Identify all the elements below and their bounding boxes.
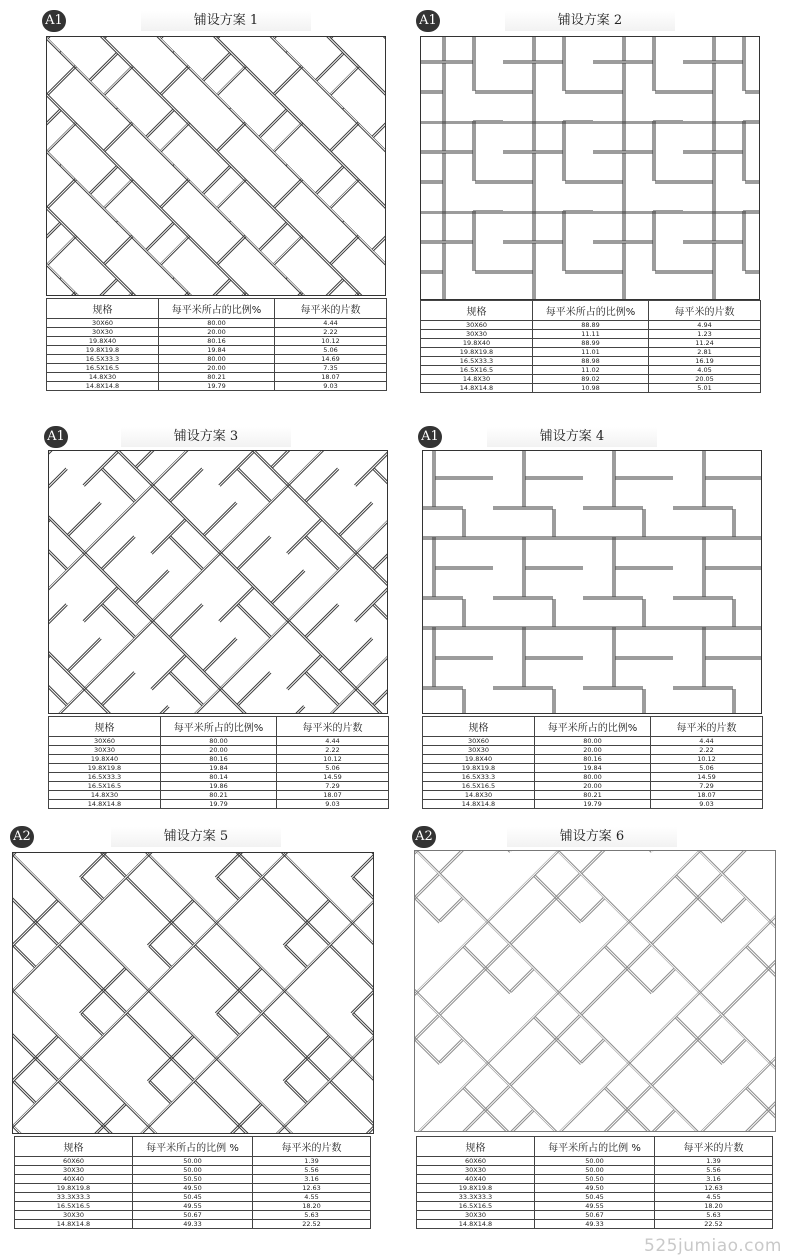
cell-ratio: 50.45 bbox=[535, 1193, 655, 1202]
cell-count: 14.59 bbox=[277, 773, 389, 782]
table-row bbox=[423, 800, 763, 809]
col-count: 每平米的片数 bbox=[277, 717, 389, 737]
cell-spec: 14.8X30 bbox=[421, 375, 533, 384]
table-row bbox=[417, 1166, 773, 1175]
cell-count: 4.55 bbox=[655, 1193, 773, 1202]
cell-spec: 30X60 bbox=[421, 321, 533, 330]
cell-count: 3.16 bbox=[655, 1175, 773, 1184]
cell-ratio: 49.50 bbox=[535, 1184, 655, 1193]
cell-spec: 19.8X40 bbox=[421, 339, 533, 348]
cell-count: 14.59 bbox=[651, 773, 763, 782]
col-ratio: 每平米所占的比例% bbox=[535, 717, 651, 737]
cell-spec: 60X60 bbox=[15, 1157, 133, 1166]
layout-scheme-panel-4 bbox=[418, 424, 766, 806]
cell-spec: 16.5X16.5 bbox=[15, 1202, 133, 1211]
cell-ratio: 49.55 bbox=[133, 1202, 253, 1211]
cell-ratio: 50.50 bbox=[535, 1175, 655, 1184]
panel-header bbox=[416, 8, 764, 34]
table-row bbox=[47, 346, 387, 355]
table-row bbox=[421, 357, 761, 366]
cell-count: 2.22 bbox=[275, 328, 387, 337]
cell-count: 2.81 bbox=[649, 348, 761, 357]
col-count: 每平米的片数 bbox=[655, 1137, 773, 1157]
cell-spec: 16.5X16.5 bbox=[47, 364, 159, 373]
cell-ratio: 19.84 bbox=[161, 764, 277, 773]
cell-spec: 33.3X33.3 bbox=[417, 1193, 535, 1202]
series-badge: A1 bbox=[42, 10, 66, 32]
layout-scheme-panel-2 bbox=[416, 8, 764, 390]
cell-ratio: 89.02 bbox=[533, 375, 649, 384]
table-row bbox=[421, 348, 761, 357]
cell-ratio: 50.00 bbox=[133, 1166, 253, 1175]
cell-ratio: 20.00 bbox=[161, 746, 277, 755]
table-row bbox=[15, 1211, 371, 1220]
cell-spec: 30X30 bbox=[421, 330, 533, 339]
table-row bbox=[49, 755, 389, 764]
cell-spec: 40X40 bbox=[15, 1175, 133, 1184]
cell-ratio: 11.02 bbox=[533, 366, 649, 375]
panel-header bbox=[418, 424, 766, 450]
table-row bbox=[423, 773, 763, 782]
cell-count: 2.22 bbox=[277, 746, 389, 755]
panel-title: 铺设方案 4 bbox=[487, 427, 657, 447]
cell-spec: 14.8X14.8 bbox=[47, 382, 159, 391]
cell-count: 7.29 bbox=[277, 782, 389, 791]
table-row bbox=[421, 330, 761, 339]
cell-count: 22.52 bbox=[655, 1220, 773, 1229]
cell-ratio: 50.50 bbox=[133, 1175, 253, 1184]
site-watermark: 525jumiao.com bbox=[644, 1236, 782, 1256]
tile-layout-drawing bbox=[12, 852, 374, 1134]
table-header-row bbox=[423, 717, 763, 737]
table-row bbox=[421, 366, 761, 375]
table-row bbox=[15, 1157, 371, 1166]
cell-ratio: 19.79 bbox=[159, 382, 275, 391]
cell-count: 2.22 bbox=[651, 746, 763, 755]
cell-count: 10.12 bbox=[651, 755, 763, 764]
cell-count: 5.56 bbox=[655, 1166, 773, 1175]
table-row bbox=[49, 800, 389, 809]
table-row bbox=[417, 1175, 773, 1184]
cell-spec: 16.5X16.5 bbox=[49, 782, 161, 791]
cell-count: 7.29 bbox=[651, 782, 763, 791]
cell-ratio: 50.45 bbox=[133, 1193, 253, 1202]
table-row bbox=[49, 773, 389, 782]
cell-count: 12.63 bbox=[655, 1184, 773, 1193]
cell-count: 1.39 bbox=[655, 1157, 773, 1166]
cell-spec: 19.8X19.8 bbox=[417, 1184, 535, 1193]
table-row bbox=[417, 1157, 773, 1166]
cell-ratio: 80.00 bbox=[159, 319, 275, 328]
cell-ratio: 19.84 bbox=[535, 764, 651, 773]
col-spec: 规格 bbox=[49, 717, 161, 737]
table-row bbox=[421, 375, 761, 384]
series-badge: A1 bbox=[418, 426, 442, 448]
cell-spec: 30X30 bbox=[417, 1211, 535, 1220]
series-badge: A2 bbox=[412, 826, 436, 848]
cell-spec: 14.8X30 bbox=[423, 791, 535, 800]
table-row bbox=[423, 755, 763, 764]
cell-count: 18.20 bbox=[655, 1202, 773, 1211]
col-spec: 规格 bbox=[423, 717, 535, 737]
cell-ratio: 80.00 bbox=[535, 773, 651, 782]
cell-count: 9.03 bbox=[275, 382, 387, 391]
cell-ratio: 80.21 bbox=[161, 791, 277, 800]
cell-count: 3.16 bbox=[253, 1175, 371, 1184]
cell-count: 4.44 bbox=[651, 737, 763, 746]
cell-ratio: 20.00 bbox=[535, 746, 651, 755]
cell-ratio: 50.00 bbox=[535, 1157, 655, 1166]
cell-ratio: 50.67 bbox=[535, 1211, 655, 1220]
diagonal-square-pattern bbox=[13, 853, 373, 1133]
spec-table bbox=[420, 300, 761, 393]
layout-scheme-panel-6 bbox=[412, 824, 778, 1238]
cell-spec: 14.8X14.8 bbox=[417, 1220, 535, 1229]
table-row bbox=[47, 337, 387, 346]
cell-ratio: 20.00 bbox=[159, 364, 275, 373]
col-spec: 规格 bbox=[417, 1137, 535, 1157]
cell-count: 4.05 bbox=[649, 366, 761, 375]
table-row bbox=[49, 791, 389, 800]
basketweave-pattern bbox=[421, 37, 759, 299]
table-row bbox=[15, 1184, 371, 1193]
table-row bbox=[417, 1184, 773, 1193]
table-row bbox=[47, 328, 387, 337]
table-row bbox=[15, 1193, 371, 1202]
cell-count: 4.44 bbox=[275, 319, 387, 328]
panel-title: 铺设方案 5 bbox=[111, 827, 281, 847]
col-ratio: 每平米所占的比例 % bbox=[535, 1137, 655, 1157]
table-row bbox=[417, 1211, 773, 1220]
cell-ratio: 80.16 bbox=[535, 755, 651, 764]
table-row bbox=[423, 737, 763, 746]
cell-count: 10.12 bbox=[275, 337, 387, 346]
cell-count: 1.39 bbox=[253, 1157, 371, 1166]
cell-ratio: 20.00 bbox=[159, 328, 275, 337]
cell-spec: 40X40 bbox=[417, 1175, 535, 1184]
table-row bbox=[47, 364, 387, 373]
series-badge: A1 bbox=[416, 10, 440, 32]
cell-spec: 14.8X14.8 bbox=[49, 800, 161, 809]
tile-layout-drawing bbox=[414, 850, 776, 1132]
series-badge: A2 bbox=[10, 826, 34, 848]
table-row bbox=[49, 764, 389, 773]
cell-spec: 19.8X40 bbox=[47, 337, 159, 346]
col-ratio: 每平米所占的比例% bbox=[161, 717, 277, 737]
col-count: 每平米的片数 bbox=[275, 299, 387, 319]
cell-ratio: 80.16 bbox=[159, 337, 275, 346]
cell-ratio: 88.99 bbox=[533, 339, 649, 348]
cell-count: 5.01 bbox=[649, 384, 761, 393]
col-ratio: 每平米所占的比例% bbox=[533, 301, 649, 321]
cell-count: 18.07 bbox=[275, 373, 387, 382]
cell-ratio: 20.00 bbox=[535, 782, 651, 791]
cell-ratio: 49.55 bbox=[535, 1202, 655, 1211]
cell-spec: 30X60 bbox=[47, 319, 159, 328]
table-row bbox=[15, 1202, 371, 1211]
table-header-row bbox=[421, 301, 761, 321]
cell-spec: 14.8X14.8 bbox=[421, 384, 533, 393]
pinwheel-pattern bbox=[423, 451, 761, 713]
cell-spec: 30X30 bbox=[15, 1211, 133, 1220]
herringbone-pattern bbox=[47, 37, 385, 295]
cell-ratio: 10.98 bbox=[533, 384, 649, 393]
cell-ratio: 49.50 bbox=[133, 1184, 253, 1193]
cell-count: 22.52 bbox=[253, 1220, 371, 1229]
cell-count: 14.69 bbox=[275, 355, 387, 364]
cell-count: 4.94 bbox=[649, 321, 761, 330]
table-row bbox=[15, 1166, 371, 1175]
panel-title: 铺设方案 3 bbox=[121, 427, 291, 447]
cell-count: 5.06 bbox=[275, 346, 387, 355]
cell-spec: 14.8X14.8 bbox=[15, 1220, 133, 1229]
cell-spec: 19.8X40 bbox=[49, 755, 161, 764]
spec-table bbox=[14, 1136, 371, 1229]
cell-count: 5.63 bbox=[655, 1211, 773, 1220]
cell-count: 4.55 bbox=[253, 1193, 371, 1202]
tile-layout-drawing bbox=[422, 450, 762, 714]
cell-count: 18.20 bbox=[253, 1202, 371, 1211]
cell-spec: 19.8X19.8 bbox=[49, 764, 161, 773]
cell-ratio: 19.84 bbox=[159, 346, 275, 355]
cell-spec: 19.8X19.8 bbox=[421, 348, 533, 357]
cell-ratio: 88.89 bbox=[533, 321, 649, 330]
table-row bbox=[49, 737, 389, 746]
cell-ratio: 11.01 bbox=[533, 348, 649, 357]
col-spec: 规格 bbox=[47, 299, 159, 319]
cell-count: 1.23 bbox=[649, 330, 761, 339]
series-badge: A1 bbox=[44, 426, 68, 448]
layout-scheme-panel-3 bbox=[44, 424, 392, 806]
table-row bbox=[423, 782, 763, 791]
cell-ratio: 49.33 bbox=[133, 1220, 253, 1229]
table-row bbox=[423, 791, 763, 800]
panel-header bbox=[44, 424, 392, 450]
panel-header bbox=[412, 824, 778, 850]
cell-count: 12.63 bbox=[253, 1184, 371, 1193]
cell-spec: 14.8X30 bbox=[49, 791, 161, 800]
cell-ratio: 50.00 bbox=[133, 1157, 253, 1166]
table-row bbox=[423, 764, 763, 773]
cell-count: 9.03 bbox=[277, 800, 389, 809]
panel-title: 铺设方案 2 bbox=[505, 11, 675, 31]
cell-ratio: 50.67 bbox=[133, 1211, 253, 1220]
cell-ratio: 19.79 bbox=[535, 800, 651, 809]
cell-spec: 16.5X33.3 bbox=[421, 357, 533, 366]
cell-ratio: 80.21 bbox=[159, 373, 275, 382]
cell-spec: 33.3X33.3 bbox=[15, 1193, 133, 1202]
cell-ratio: 80.21 bbox=[535, 791, 651, 800]
cell-count: 5.06 bbox=[277, 764, 389, 773]
cell-count: 5.56 bbox=[253, 1166, 371, 1175]
cell-count: 5.63 bbox=[253, 1211, 371, 1220]
cell-spec: 19.8X19.8 bbox=[47, 346, 159, 355]
table-row bbox=[421, 339, 761, 348]
table-row bbox=[15, 1220, 371, 1229]
col-spec: 规格 bbox=[15, 1137, 133, 1157]
cell-ratio: 80.16 bbox=[161, 755, 277, 764]
cell-spec: 30X60 bbox=[423, 737, 535, 746]
table-header-row bbox=[47, 299, 387, 319]
cell-count: 18.07 bbox=[651, 791, 763, 800]
cell-count: 5.06 bbox=[651, 764, 763, 773]
layout-scheme-panel-1 bbox=[42, 8, 390, 390]
cell-ratio: 80.00 bbox=[535, 737, 651, 746]
table-row bbox=[47, 382, 387, 391]
col-ratio: 每平米所占的比例 % bbox=[133, 1137, 253, 1157]
table-row bbox=[15, 1175, 371, 1184]
tile-layout-drawing bbox=[48, 450, 388, 714]
cell-ratio: 80.00 bbox=[161, 737, 277, 746]
table-row bbox=[421, 384, 761, 393]
cell-spec: 16.5X33.3 bbox=[423, 773, 535, 782]
cell-ratio: 80.14 bbox=[161, 773, 277, 782]
table-row bbox=[47, 319, 387, 328]
table-header-row bbox=[417, 1137, 773, 1157]
cell-count: 18.07 bbox=[277, 791, 389, 800]
layout-scheme-panel-5 bbox=[10, 824, 376, 1238]
cell-spec: 60X60 bbox=[417, 1157, 535, 1166]
cell-spec: 19.8X19.8 bbox=[15, 1184, 133, 1193]
col-ratio: 每平米所占的比例% bbox=[159, 299, 275, 319]
tile-layout-drawing bbox=[420, 36, 760, 300]
cell-count: 9.03 bbox=[651, 800, 763, 809]
diagonal-herringbone-pattern bbox=[49, 451, 387, 713]
cell-spec: 19.8X19.8 bbox=[423, 764, 535, 773]
table-row bbox=[47, 373, 387, 382]
cell-count: 16.19 bbox=[649, 357, 761, 366]
spec-table bbox=[422, 716, 763, 809]
cell-spec: 30X30 bbox=[15, 1166, 133, 1175]
cell-count: 4.44 bbox=[277, 737, 389, 746]
panel-header bbox=[10, 824, 376, 850]
cell-ratio: 88.98 bbox=[533, 357, 649, 366]
cell-ratio: 19.79 bbox=[161, 800, 277, 809]
cell-spec: 30X30 bbox=[47, 328, 159, 337]
cell-spec: 14.8X30 bbox=[47, 373, 159, 382]
diagonal-square-pattern bbox=[415, 851, 775, 1131]
table-header-row bbox=[15, 1137, 371, 1157]
cell-count: 7.35 bbox=[275, 364, 387, 373]
table-row bbox=[49, 746, 389, 755]
spec-table bbox=[46, 298, 387, 391]
cell-spec: 16.5X33.3 bbox=[47, 355, 159, 364]
cell-spec: 30X30 bbox=[423, 746, 535, 755]
table-row bbox=[417, 1202, 773, 1211]
cell-spec: 16.5X16.5 bbox=[417, 1202, 535, 1211]
cell-ratio: 49.33 bbox=[535, 1220, 655, 1229]
cell-ratio: 19.86 bbox=[161, 782, 277, 791]
panel-title: 铺设方案 1 bbox=[141, 11, 311, 31]
cell-spec: 30X30 bbox=[417, 1166, 535, 1175]
cell-spec: 16.5X16.5 bbox=[421, 366, 533, 375]
cell-ratio: 80.00 bbox=[159, 355, 275, 364]
spec-table bbox=[416, 1136, 773, 1229]
table-row bbox=[49, 782, 389, 791]
cell-count: 10.12 bbox=[277, 755, 389, 764]
table-row bbox=[417, 1193, 773, 1202]
cell-count: 20.05 bbox=[649, 375, 761, 384]
cell-ratio: 50.00 bbox=[535, 1166, 655, 1175]
cell-spec: 14.8X14.8 bbox=[423, 800, 535, 809]
table-row bbox=[421, 321, 761, 330]
table-row bbox=[417, 1220, 773, 1229]
col-count: 每平米的片数 bbox=[253, 1137, 371, 1157]
col-count: 每平米的片数 bbox=[651, 717, 763, 737]
cell-spec: 16.5X33.3 bbox=[49, 773, 161, 782]
cell-spec: 19.8X40 bbox=[423, 755, 535, 764]
cell-spec: 30X60 bbox=[49, 737, 161, 746]
tile-layout-drawing bbox=[46, 36, 386, 296]
cell-ratio: 11.11 bbox=[533, 330, 649, 339]
spec-table bbox=[48, 716, 389, 809]
table-row bbox=[423, 746, 763, 755]
cell-spec: 16.5X16.5 bbox=[423, 782, 535, 791]
cell-spec: 30X30 bbox=[49, 746, 161, 755]
table-row bbox=[47, 355, 387, 364]
col-spec: 规格 bbox=[421, 301, 533, 321]
col-count: 每平米的片数 bbox=[649, 301, 761, 321]
panel-title: 铺设方案 6 bbox=[507, 827, 677, 847]
table-header-row bbox=[49, 717, 389, 737]
panel-header bbox=[42, 8, 390, 34]
cell-count: 11.24 bbox=[649, 339, 761, 348]
